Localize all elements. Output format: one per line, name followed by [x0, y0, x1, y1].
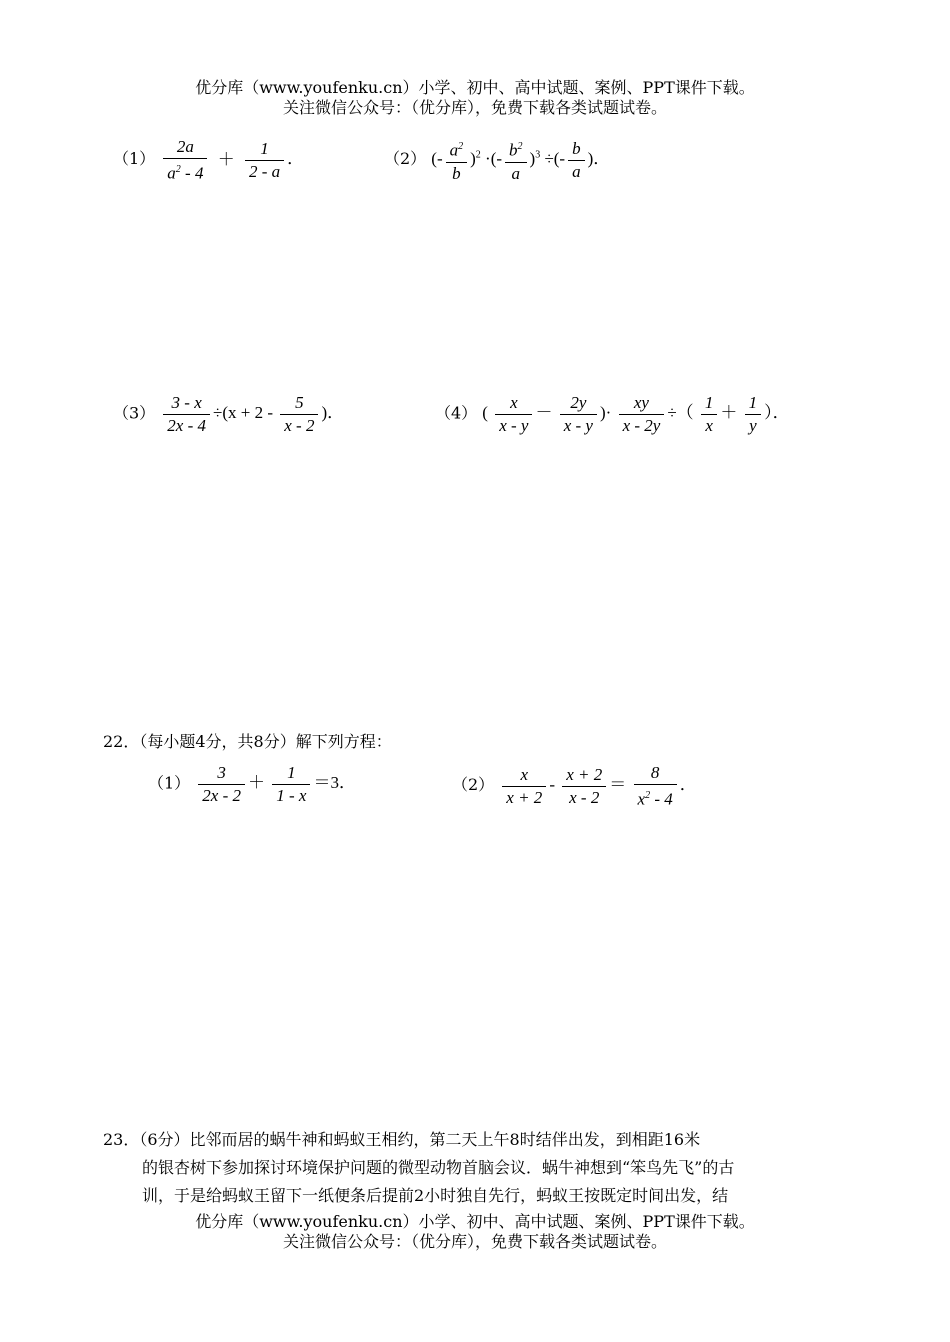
q21-p4-label: （4） [435, 403, 478, 423]
q22-title: 22．（每小题4分，共8分）解下列方程： [103, 732, 392, 751]
q22-problem-1: （1） $\frac{3}{2x - 2}$ ＋ $\frac{1}{1 - x}$ ＝3． [148, 763, 356, 805]
header-line-2: 关注微信公众号：（优分库），免费下载各类试题试卷。 [282, 98, 667, 117]
q21-problem-2: （2） (- $\frac{a^2}{b}$ )$^2$ ·(- $\frac{b^2}{a}$ )$^3$ ÷(- $\frac{b}{a}$ )． [384, 136, 610, 185]
footer-line-2: 关注微信公众号：（优分库），免费下载各类试题试卷。 [282, 1232, 667, 1251]
q21-problem-1: （1） $\frac{2a}{a^2 - 4}$ ＋ $\frac{1}{2 - a}$ ． [113, 137, 305, 183]
fraction: $\frac{1}{2 - a}$ [245, 138, 284, 183]
q22-p1-label: （1） [148, 773, 191, 793]
q22-problem-2: （2） $\frac{x}{x + 2}$ - $\frac{x + 2}{x - 2}$ ＝ $\frac{8}{x^2 - 4}$ ． [452, 763, 697, 809]
q23-line-3: 训，于是给蚂蚁王留下一纸便条后提前2小时独自先行，蚂蚁王按既定时间出发，结 [142, 1186, 729, 1205]
q22-p2-label: （2） [452, 775, 495, 795]
q23-line-1: 23．（6分）比邻而居的蜗牛神和蚂蚁王相约，第二天上午8时结伴出发，到相距16米 [103, 1130, 701, 1149]
q21-problem-3: （3） $\frac{3 - x}{2x - 4}$ ÷(x + 2 - $\frac{5}{x - 2}$ )． [113, 393, 345, 435]
footer-line-1: 优分库（www.youfenku.cn）小学、初中、高中试题、案例、PPT课件下载。 [195, 1212, 755, 1231]
q21-problem-4: （4） ( $\frac{x}{x - y}$ － $\frac{2y}{x - y}$ )· $\frac{xy}{x - 2y}$ ÷（ $\frac{1}{x}$ ＋ $\frac{1}{y}$ ）． [435, 393, 790, 435]
q21-p1-label: （1） [113, 149, 156, 169]
q21-p2-label: （2） [384, 149, 427, 169]
header-line-1: 优分库（www.youfenku.cn）小学、初中、高中试题、案例、PPT课件下载。 [195, 78, 755, 97]
q21-p3-label: （3） [113, 403, 156, 423]
fraction: $\frac{2a}{a^2 - 4}$ [163, 136, 207, 185]
q23-line-2: 的银杏树下参加探讨环境保护问题的微型动物首脑会议．蜗牛神想到“笨鸟先飞”的古 [142, 1158, 735, 1177]
